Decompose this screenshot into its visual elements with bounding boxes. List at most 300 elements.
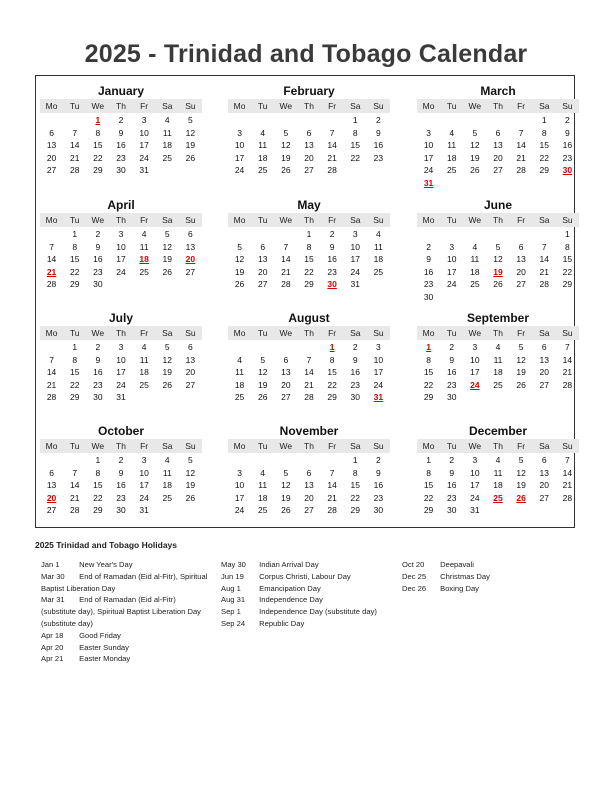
weekday-label: Fr — [517, 215, 526, 225]
day-cell: 30 — [116, 165, 126, 175]
day-cell: 23 — [93, 379, 103, 390]
day-cell: 23 — [446, 379, 457, 390]
empty-cell — [228, 228, 251, 241]
day-cell: 11 — [374, 241, 383, 252]
day-cell: 16 — [373, 140, 384, 150]
day-cell: 2 — [95, 342, 101, 352]
empty-cell — [440, 114, 463, 127]
day-cell: 7 — [72, 467, 78, 478]
day-cell: 25 — [446, 165, 457, 175]
day-cell: 19 — [257, 379, 268, 390]
weekday-label: We — [279, 101, 293, 111]
day-cell: 12 — [470, 140, 480, 150]
weekday-label: Tu — [69, 328, 80, 338]
day-cell: 10 — [423, 140, 434, 150]
month-name: April — [107, 198, 135, 212]
empty-cell — [417, 228, 440, 241]
empty-cell — [40, 454, 63, 467]
day-cell: 22 — [69, 379, 80, 390]
day-cell: 26 — [281, 505, 291, 515]
weekday-label: Mo — [233, 328, 246, 338]
day-cell: 11 — [258, 480, 268, 490]
holiday-name: Easter Sunday — [79, 642, 129, 652]
day-cell: 15 — [350, 140, 360, 150]
weekday-header — [228, 213, 390, 227]
day-cell: 7 — [518, 127, 524, 138]
day-cell: 30 — [116, 505, 126, 515]
weekday-header — [40, 326, 202, 340]
weekday-label: Tu — [69, 215, 80, 225]
day-cell: 29 — [423, 505, 434, 515]
day-cell: 28 — [539, 279, 549, 289]
weekday-label: Mo — [45, 215, 58, 225]
day-cell: 22 — [93, 492, 103, 503]
day-cell: 14 — [562, 467, 573, 478]
day-cell: 10 — [470, 467, 480, 478]
empty-cell — [228, 454, 251, 467]
day-cell: 9 — [118, 127, 124, 138]
day-cell: 10 — [350, 241, 360, 252]
day-cell: 8 — [352, 467, 358, 478]
day-cell: 30 — [423, 291, 434, 302]
day-cell: 28 — [69, 505, 80, 515]
holiday-date: Aug 31 — [221, 595, 246, 605]
day-cell: 9 — [352, 354, 358, 365]
day-cell: 11 — [470, 254, 480, 264]
day-cell: 8 — [426, 467, 431, 478]
day-cell: 22 — [350, 152, 360, 163]
weekday-label: We — [468, 441, 482, 451]
day-cell: 17 — [116, 367, 126, 377]
day-cell: 13 — [185, 241, 196, 252]
holiday-name: New Year's Day — [79, 560, 133, 569]
day-cell: 15 — [327, 367, 337, 377]
day-cell: 18 — [234, 379, 245, 390]
day-cell: 15 — [423, 480, 434, 490]
day-grid — [40, 341, 202, 404]
holiday-entry — [41, 559, 211, 571]
day-cell: 6 — [188, 342, 193, 352]
empty-cell — [297, 341, 320, 354]
day-cell: 16 — [327, 254, 337, 264]
day-cell: 3 — [472, 342, 478, 352]
day-cell: 4 — [141, 229, 147, 239]
day-cell: 12 — [281, 480, 291, 490]
holiday-date: Apr 20 — [41, 642, 64, 652]
weekday-label: We — [91, 215, 105, 225]
day-cell: 25 — [257, 165, 268, 175]
day-cell: 3 — [426, 127, 431, 138]
day-cell: 6 — [49, 127, 54, 138]
day-cell: 21 — [69, 492, 80, 503]
day-cell: 13 — [185, 354, 196, 365]
day-cell: 21 — [516, 152, 526, 163]
day-cell: 28 — [304, 392, 314, 402]
weekday-label: We — [279, 328, 293, 338]
day-cell: 29 — [304, 279, 314, 289]
holiday-entry — [221, 606, 391, 618]
weekday-label: Sa — [350, 328, 361, 338]
day-cell: 21 — [327, 152, 337, 163]
weekday-label: Th — [304, 441, 314, 451]
day-cell: 16 — [116, 140, 126, 150]
day-cell: 18 — [257, 152, 268, 163]
day-cell: 22 — [93, 152, 103, 163]
weekday-label: Fr — [517, 101, 526, 111]
day-cell: 4 — [237, 354, 242, 365]
holiday-date: Sep 1 — [221, 607, 241, 617]
day-cell: 18 — [373, 254, 384, 264]
day-cell: 24 — [446, 279, 457, 289]
holiday-date: Aug 1 — [221, 583, 241, 593]
day-cell: 10 — [139, 467, 149, 478]
day-cell: 10 — [116, 241, 126, 252]
month-name: August — [288, 311, 330, 325]
day-cell: 26 — [162, 379, 172, 390]
weekday-header — [40, 439, 202, 453]
day-cell: 3 — [237, 467, 242, 478]
day-cell: 22 — [350, 492, 360, 503]
weekday-label: Sa — [350, 101, 361, 111]
holiday-name: Emancipation Day — [259, 583, 321, 593]
empty-cell — [251, 454, 274, 467]
empty-cell — [274, 454, 297, 467]
day-cell: 20 — [281, 379, 291, 390]
weekday-header — [228, 99, 390, 113]
weekday-label: Mo — [422, 101, 435, 111]
day-cell: 17 — [139, 140, 149, 150]
day-cell: 10 — [446, 254, 457, 264]
day-cell: 12 — [516, 354, 526, 365]
weekday-label: Su — [373, 328, 384, 338]
day-cell: 23 — [327, 266, 337, 277]
day-cell: 6 — [541, 455, 547, 465]
day-cell: 18 — [470, 266, 480, 277]
day-cell: 28 — [562, 379, 573, 390]
day-cell: 16 — [423, 266, 434, 277]
day-cell: 3 — [472, 455, 478, 465]
day-cell: 24 — [234, 505, 245, 515]
day-cell: 17 — [350, 254, 360, 264]
day-cell: 4 — [260, 467, 266, 478]
holiday-entry — [402, 583, 572, 595]
weekday-label: Th — [304, 328, 314, 338]
day-cell: 30 — [93, 392, 103, 402]
day-cell: 13 — [46, 140, 57, 150]
day-cell: 28 — [46, 279, 57, 289]
day-cell: 4 — [376, 229, 381, 239]
month-january — [40, 84, 202, 177]
day-cell: 16 — [116, 480, 126, 490]
empty-cell — [440, 228, 463, 241]
day-cell: 9 — [426, 254, 431, 264]
day-grid — [417, 114, 579, 189]
holiday-date: Apr 21 — [41, 654, 64, 664]
day-cell: 17 — [470, 367, 480, 377]
day-cell: 17 — [234, 152, 245, 163]
day-cell: 25 — [162, 152, 172, 163]
day-cell: 2 — [329, 229, 335, 239]
day-cell: 19 — [281, 152, 291, 163]
empty-cell — [40, 228, 63, 241]
day-cell: 17 — [139, 480, 149, 490]
weekday-label: Sa — [162, 328, 173, 338]
weekday-label: Su — [562, 215, 573, 225]
weekday-label: Fr — [328, 441, 337, 451]
month-may — [228, 198, 390, 291]
weekday-label: Mo — [422, 215, 435, 225]
holiday-list-column-3 — [402, 559, 572, 594]
day-cell: 8 — [72, 354, 78, 365]
empty-cell — [251, 228, 274, 241]
day-cell: 19 — [162, 254, 172, 264]
day-cell: 3 — [237, 127, 242, 138]
weekday-label: We — [91, 101, 105, 111]
weekday-label: Tu — [257, 215, 268, 225]
holiday-name: Deepavali — [440, 560, 474, 569]
weekday-label: Su — [373, 101, 384, 111]
day-cell: 18 — [446, 152, 457, 163]
holiday-day-cell: 1 — [329, 342, 335, 352]
day-cell: 14 — [46, 254, 57, 264]
holiday-name: Boxing Day — [440, 583, 479, 593]
weekday-header — [228, 439, 390, 453]
day-cell: 9 — [376, 467, 381, 478]
day-cell: 5 — [518, 455, 524, 465]
day-cell: 20 — [257, 266, 268, 277]
day-cell: 8 — [541, 127, 547, 138]
holiday-entry — [41, 642, 211, 654]
weekday-label: Th — [493, 101, 503, 111]
weekday-header — [228, 326, 390, 340]
day-cell: 15 — [304, 254, 314, 264]
day-cell: 22 — [423, 379, 434, 390]
day-cell: 3 — [376, 342, 381, 352]
day-cell: 11 — [493, 354, 503, 365]
empty-cell — [297, 114, 320, 127]
holiday-entry — [221, 594, 391, 606]
day-cell: 16 — [350, 367, 360, 377]
holiday-date: May 30 — [221, 560, 246, 569]
day-cell: 19 — [162, 367, 172, 377]
day-cell: 4 — [164, 115, 170, 125]
day-cell: 12 — [234, 254, 245, 264]
day-cell: 5 — [164, 229, 170, 239]
day-cell: 18 — [493, 480, 503, 490]
holiday-list-column-2 — [221, 559, 391, 630]
weekday-label: Mo — [45, 328, 58, 338]
day-cell: 31 — [470, 505, 480, 515]
day-cell: 24 — [470, 492, 480, 503]
day-cell: 10 — [470, 354, 480, 365]
day-cell: 1 — [565, 229, 570, 239]
holiday-entry — [402, 571, 572, 583]
weekday-label: Su — [562, 328, 573, 338]
day-cell: 29 — [539, 165, 549, 175]
day-cell: 12 — [162, 241, 172, 252]
holiday-date: Mar 31 — [41, 595, 65, 605]
day-grid — [417, 341, 579, 404]
month-name: January — [97, 84, 145, 98]
empty-cell — [40, 114, 63, 127]
holiday-day-cell: 31 — [373, 392, 384, 402]
day-cell: 22 — [69, 266, 80, 277]
day-cell: 22 — [304, 266, 314, 277]
empty-cell — [274, 228, 297, 241]
empty-cell — [251, 341, 274, 354]
weekday-label: Tu — [446, 215, 457, 225]
weekday-label: Th — [304, 215, 314, 225]
weekday-header — [417, 326, 579, 340]
day-cell: 7 — [49, 241, 54, 252]
day-cell: 15 — [562, 254, 573, 264]
day-cell: 18 — [257, 492, 268, 503]
day-cell: 16 — [373, 480, 384, 490]
day-cell: 28 — [69, 165, 80, 175]
weekday-label: Tu — [446, 441, 457, 451]
day-cell: 5 — [188, 115, 193, 125]
day-cell: 10 — [139, 127, 149, 138]
day-cell: 28 — [562, 492, 573, 503]
month-july — [40, 311, 202, 404]
holiday-entry — [41, 653, 211, 665]
day-cell: 18 — [162, 140, 172, 150]
day-cell: 27 — [304, 505, 314, 515]
holiday-entry — [41, 630, 211, 642]
day-cell: 17 — [373, 367, 384, 377]
day-cell: 11 — [235, 367, 244, 377]
weekday-label: We — [91, 328, 105, 338]
day-cell: 6 — [495, 127, 501, 138]
day-cell: 9 — [376, 127, 381, 138]
weekday-label: Sa — [539, 101, 550, 111]
weekday-label: We — [468, 215, 482, 225]
day-cell: 27 — [46, 505, 57, 515]
day-cell: 26 — [516, 379, 526, 390]
day-cell: 3 — [118, 342, 124, 352]
holiday-name: Corpus Christi, Labour Day — [259, 571, 351, 581]
day-cell: 21 — [304, 379, 314, 390]
day-cell: 24 — [139, 152, 149, 163]
holiday-name: Independence Day — [259, 595, 323, 605]
day-cell: 9 — [449, 467, 455, 478]
day-cell: 12 — [281, 140, 291, 150]
day-cell: 10 — [234, 480, 245, 490]
day-cell: 23 — [116, 492, 126, 503]
day-cell: 19 — [185, 480, 196, 490]
weekday-label: Fr — [140, 441, 149, 451]
day-cell: 14 — [46, 367, 57, 377]
day-cell: 1 — [95, 455, 101, 465]
day-cell: 1 — [352, 115, 358, 125]
weekday-label: Su — [185, 215, 196, 225]
day-cell: 5 — [472, 127, 478, 138]
holiday-day-cell: 20 — [185, 254, 196, 264]
day-cell: 7 — [72, 127, 78, 138]
day-cell: 21 — [281, 266, 291, 277]
day-grid — [417, 454, 579, 517]
day-cell: 18 — [162, 480, 172, 490]
day-cell: 28 — [46, 392, 57, 402]
day-cell: 25 — [234, 392, 245, 402]
day-cell: 8 — [565, 241, 570, 252]
day-cell: 25 — [162, 492, 172, 503]
day-cell: 25 — [373, 266, 384, 277]
day-cell: 13 — [539, 467, 549, 478]
day-grid — [40, 114, 202, 177]
day-cell: 2 — [95, 229, 101, 239]
holiday-entry — [221, 618, 391, 630]
day-cell: 31 — [116, 392, 126, 402]
empty-cell — [321, 454, 344, 467]
holiday-entry — [41, 594, 211, 629]
empty-cell — [228, 341, 251, 354]
day-cell: 1 — [352, 455, 358, 465]
weekday-label: Tu — [446, 101, 457, 111]
holiday-date: Oct 20 — [402, 560, 425, 569]
day-cell: 28 — [327, 505, 337, 515]
weekday-label: Su — [562, 441, 573, 451]
day-cell: 5 — [188, 455, 193, 465]
holiday-name: Indian Arrival Day — [259, 560, 319, 569]
weekday-label: We — [468, 328, 482, 338]
weekday-header — [417, 439, 579, 453]
day-cell: 8 — [72, 241, 78, 252]
day-cell: 13 — [539, 354, 549, 365]
weekday-label: Th — [116, 101, 126, 111]
day-cell: 11 — [162, 127, 172, 138]
day-cell: 26 — [162, 266, 172, 277]
day-cell: 31 — [350, 279, 360, 289]
day-cell: 3 — [449, 241, 455, 252]
day-cell: 20 — [304, 492, 314, 503]
day-cell: 13 — [493, 140, 503, 150]
weekday-label: Fr — [328, 101, 337, 111]
day-cell: 5 — [260, 354, 266, 365]
day-cell: 5 — [495, 241, 501, 252]
weekday-label: Th — [116, 441, 126, 451]
empty-cell — [63, 454, 86, 467]
weekday-label: We — [468, 101, 482, 111]
day-cell: 24 — [350, 266, 360, 277]
day-cell: 19 — [234, 266, 245, 277]
month-name: June — [483, 198, 512, 212]
day-cell: 2 — [449, 342, 455, 352]
day-cell: 12 — [185, 467, 196, 478]
weekday-label: Th — [116, 328, 126, 338]
day-cell: 22 — [539, 152, 549, 163]
day-grid — [228, 454, 390, 517]
day-grid — [228, 114, 390, 177]
day-cell: 27 — [516, 279, 526, 289]
day-cell: 31 — [139, 505, 149, 515]
day-cell: 1 — [426, 455, 431, 465]
day-cell: 1 — [306, 229, 312, 239]
month-name: May — [297, 198, 321, 212]
day-cell: 26 — [234, 279, 245, 289]
day-cell: 13 — [304, 480, 314, 490]
day-cell: 13 — [257, 254, 268, 264]
empty-cell — [63, 114, 86, 127]
day-cell: 21 — [327, 492, 337, 503]
day-cell: 6 — [260, 241, 266, 252]
holiday-list-column-1 — [41, 559, 211, 665]
day-cell: 28 — [327, 165, 337, 175]
empty-cell — [40, 341, 63, 354]
day-cell: 28 — [281, 279, 291, 289]
weekday-label: Tu — [69, 101, 80, 111]
day-cell: 5 — [518, 342, 524, 352]
